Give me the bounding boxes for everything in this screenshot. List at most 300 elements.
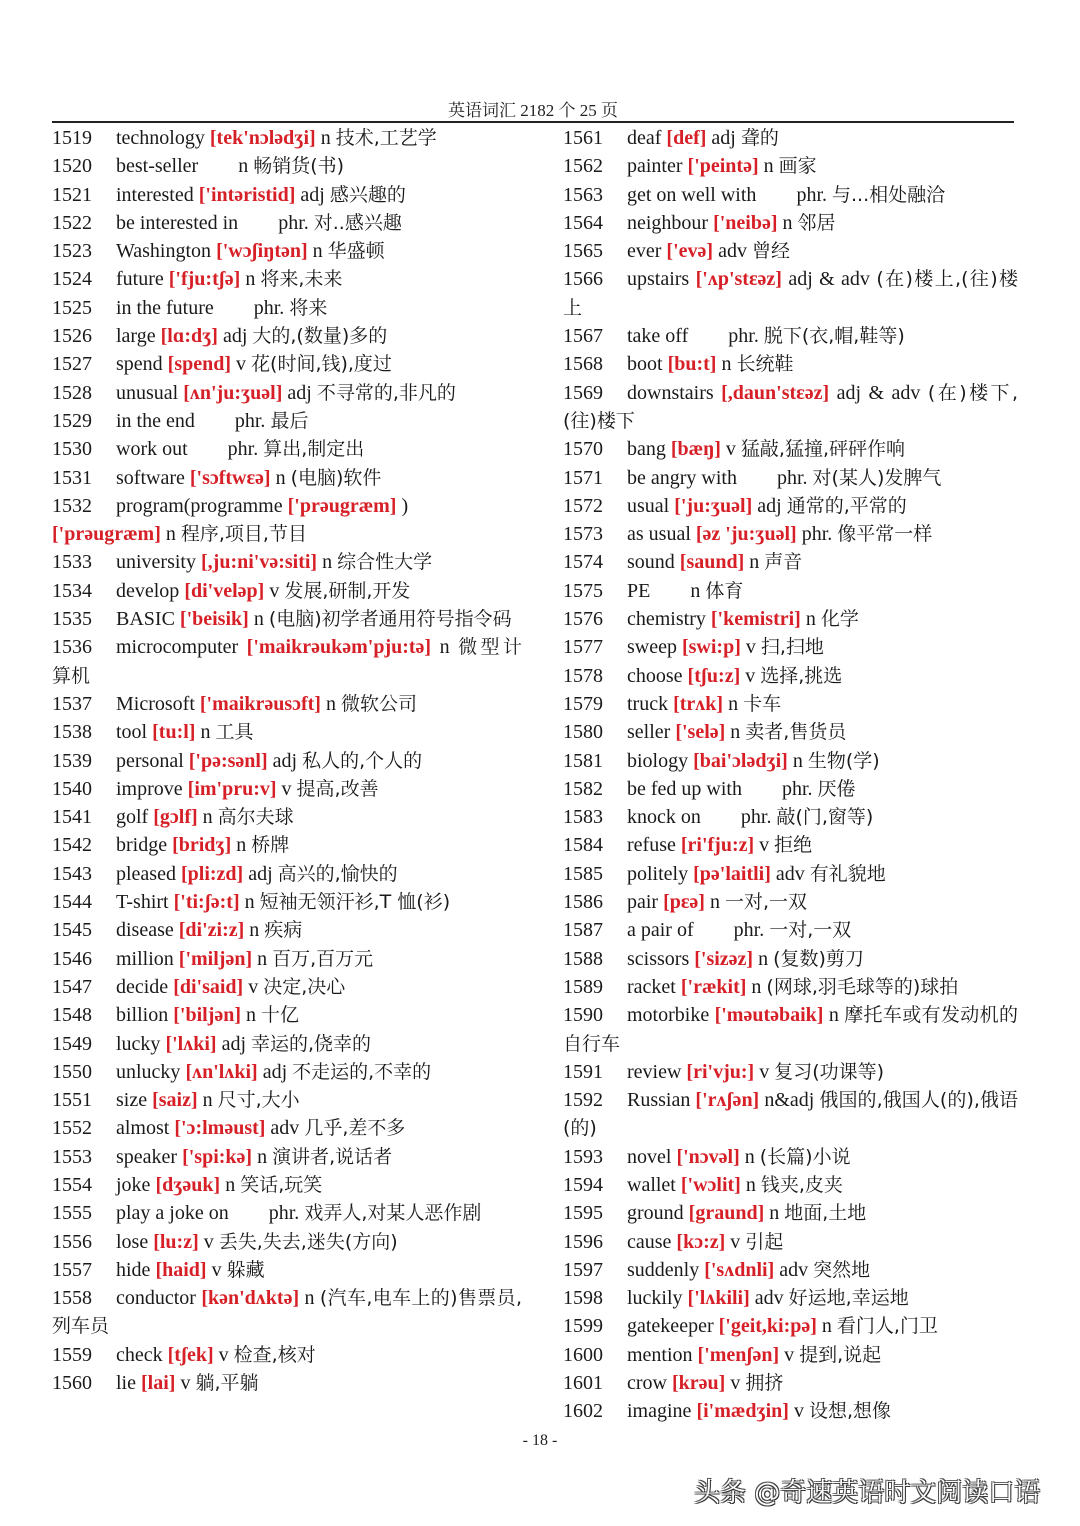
entry-number: 1593: [563, 1145, 603, 1168]
entry-word: lucky: [116, 1032, 161, 1055]
entry-phonetic: ['prəugræm]: [287, 494, 397, 517]
entry-phonetic: [saiz]: [152, 1089, 198, 1112]
vocab-entry: [563, 237, 1018, 265]
entry-word: biology: [627, 749, 689, 772]
entry-number: 1568: [563, 353, 603, 376]
vocab-entry: [52, 379, 522, 407]
entry-definition: 卖者,售货员: [745, 721, 847, 744]
entry-number: 1573: [563, 523, 603, 546]
entry-word: usual: [627, 494, 670, 517]
entry-part-of-speech: v: [248, 975, 259, 998]
entry-definition: 百万,百万元: [272, 947, 374, 970]
entry-part-of-speech: n: [320, 127, 331, 149]
entry-number: 1567: [563, 325, 603, 348]
entry-number: 1538: [52, 721, 92, 744]
entry-part-of-speech: n: [275, 466, 286, 489]
vocab-entry: [52, 1030, 522, 1058]
entry-part-of-speech: adv: [779, 1258, 809, 1281]
entry-phonetic: ['miljən]: [178, 947, 253, 970]
entry-word: crow: [627, 1372, 667, 1395]
vocab-entry: [52, 690, 522, 718]
vocab-entry: [563, 945, 1018, 973]
entry-part-of-speech: phr.: [740, 806, 772, 829]
entry-part-of-speech: v: [759, 1060, 770, 1083]
entry-phonetic: [graund]: [688, 1202, 765, 1225]
entry-phonetic: [dʒəuk]: [155, 1173, 221, 1196]
entry-definition: 厌倦: [817, 777, 856, 800]
entry-number: 1584: [563, 834, 603, 857]
entry-number: 1554: [52, 1173, 92, 1196]
entry-definition: 将来: [289, 296, 328, 319]
entry-part-of-speech: phr.: [781, 777, 813, 800]
vocab-entry: [52, 1284, 522, 1341]
entry-number: 1562: [563, 155, 603, 178]
entry-part-of-speech: phr.: [733, 919, 765, 942]
entry-phonetic: [ri'fju:z]: [680, 834, 755, 857]
entry-phonetic: ['nɔvəl]: [676, 1145, 740, 1168]
entry-word: develop: [116, 579, 180, 602]
vocab-entry: [563, 633, 1018, 661]
entry-definition: 看门人,门卫: [836, 1315, 938, 1338]
entry-part-of-speech: n: [312, 240, 323, 263]
entry-number: 1550: [52, 1060, 92, 1083]
entry-definition: 算出,制定出: [263, 438, 365, 461]
entry-number: 1553: [52, 1145, 92, 1168]
entry-number: 1575: [563, 579, 603, 602]
entry-part-of-speech: n: [439, 636, 450, 659]
entry-part-of-speech: n: [325, 692, 336, 715]
entry-phonetic: ['spi:kə]: [182, 1145, 253, 1168]
entry-part-of-speech: n&adj: [764, 1089, 815, 1112]
entry-number: 1530: [52, 438, 92, 461]
entry-part-of-speech: n: [805, 608, 816, 631]
entry-word: tool: [116, 721, 148, 744]
entry-part-of-speech: phr.: [801, 523, 833, 546]
entry-phonetic: ['məutəbaik]: [714, 1004, 824, 1027]
entry-word: improve: [116, 777, 183, 800]
entry-number: 1527: [52, 353, 92, 376]
vocab-entry: [52, 1256, 522, 1284]
entry-number: 1555: [52, 1202, 92, 1225]
entry-part-of-speech: v: [784, 1343, 795, 1366]
entry-word: decide: [116, 975, 169, 998]
entry-phonetic: ['fju:tʃə]: [168, 268, 241, 291]
vocab-entry: [52, 775, 522, 803]
entry-word: deaf: [627, 127, 662, 149]
vocab-entry: [52, 747, 522, 775]
vocab-entry: [52, 350, 522, 378]
entry-definition: 突然地: [813, 1258, 871, 1281]
entry-word: mention: [627, 1343, 693, 1366]
entry-definition: (电脑)软件: [290, 466, 382, 489]
entry-phonetic: ['ɔ:lməust]: [174, 1117, 266, 1140]
entry-word: university: [116, 551, 196, 574]
entry-word: software: [116, 466, 185, 489]
entry-definition: 几乎,差不多: [304, 1117, 406, 1140]
vocab-entry: [563, 265, 1018, 322]
entry-part-of-speech: v: [281, 777, 292, 800]
entry-number: 1585: [563, 862, 603, 885]
entry-phonetic: ['sʌdnli]: [704, 1258, 775, 1281]
entry-number: 1541: [52, 806, 92, 829]
vocab-entry: [563, 1058, 1018, 1086]
vocab-entry: [52, 1086, 522, 1114]
vocab-entry: [563, 464, 1018, 492]
entry-phonetic: [lai]: [141, 1372, 176, 1395]
vocab-entry: [52, 1171, 522, 1199]
entry-word: in the end: [116, 409, 195, 432]
entry-number: 1564: [563, 211, 603, 234]
vocab-entry: [563, 1256, 1018, 1284]
entry-number: 1547: [52, 975, 92, 998]
entry-word: a pair of: [627, 919, 694, 942]
entry-definition: 对..感兴趣: [313, 211, 402, 234]
vocab-entry: [563, 1171, 1018, 1199]
entry-number: 1581: [563, 749, 603, 772]
vocab-entry: [563, 1199, 1018, 1227]
entry-word: spend: [116, 353, 163, 376]
entry-number: 1529: [52, 409, 92, 432]
entry-number: 1579: [563, 692, 603, 715]
entry-definition: 戏弄人,对某人恶作剧: [304, 1202, 482, 1225]
entry-part-of-speech: adv: [775, 862, 805, 885]
entry-definition: 一对,一双: [724, 891, 808, 914]
vocab-entry: [563, 718, 1018, 746]
entry-definition: (电脑)初学者通用符号指令码: [268, 608, 512, 631]
entry-phonetic: ['maikrəukəm'pju:tə]: [246, 636, 432, 659]
entry-word: truck: [627, 692, 669, 715]
vocab-entry: [52, 124, 522, 152]
entry-phonetic: ['wɔlit]: [680, 1173, 741, 1196]
entry-part-of-speech: v: [236, 353, 247, 376]
entry-part-of-speech: v: [730, 1230, 741, 1253]
entry-number: 1558: [52, 1287, 92, 1310]
entry-word: Russian: [627, 1089, 691, 1112]
vocab-entry: [52, 831, 522, 859]
entry-definition: 脱下(衣,帽,鞋等): [763, 325, 905, 348]
entry-definition: 俄国的,俄国人(的),俄语(的): [563, 1089, 1019, 1140]
entry-phonetic: ['intəristid]: [198, 183, 296, 206]
entry-phonetic: [ri'vju:]: [686, 1060, 755, 1083]
entry-definition: 对(某人)发脾气: [812, 466, 942, 489]
entry-number: 1590: [563, 1004, 603, 1027]
entry-word: motorbike: [627, 1004, 710, 1027]
vocab-entry: [563, 124, 1018, 152]
page-header: 英语词汇 2182 个 25 页: [448, 101, 618, 120]
entry-definition: 发展,研制,开发: [284, 579, 411, 602]
entry-definition: 微型计算机: [52, 636, 523, 687]
entry-word: million: [116, 947, 174, 970]
entry-definition: 与...相处融洽: [832, 183, 946, 206]
entry-word: upstairs: [627, 268, 690, 291]
entry-word: play a joke on: [116, 1202, 229, 1225]
entry-definition: 扫,扫地: [760, 636, 824, 659]
vocab-entry: [563, 577, 1018, 605]
entry-word: T-shirt: [116, 891, 169, 914]
entry-definition: 提高,改善: [296, 777, 379, 800]
entry-number: 1589: [563, 975, 603, 998]
entry-part-of-speech: v: [725, 438, 736, 461]
entry-definition: 综合性大学: [337, 551, 433, 574]
entry-part-of-speech: n: [249, 919, 260, 942]
entry-part-of-speech: v: [759, 834, 770, 857]
entry-number: 1539: [52, 749, 92, 772]
vocab-entry: [52, 1143, 522, 1171]
entry-word: pair: [627, 891, 659, 914]
entry-word: interested: [116, 183, 194, 206]
entry-definition: 笑话,玩笑: [240, 1173, 323, 1196]
entry-definition: 检查,核对: [233, 1343, 316, 1366]
entry-part-of-speech: n: [745, 1173, 756, 1196]
entry-definition: (网球,羽毛球等的)球拍: [766, 975, 959, 998]
vocab-column-left: [52, 124, 522, 1397]
entry-number: 1587: [563, 919, 603, 942]
entry-number: 1545: [52, 919, 92, 942]
entry-word: future: [116, 268, 164, 291]
entry-part-of-speech: adj: [272, 749, 298, 772]
entry-word: billion: [116, 1004, 169, 1027]
entry-word: boot: [627, 353, 663, 376]
vocab-entry: [52, 633, 522, 690]
entry-word: unusual: [116, 381, 179, 404]
entry-word: politely: [627, 862, 689, 885]
entry-phonetic: [lu:z]: [153, 1230, 199, 1253]
entry-word: almost: [116, 1117, 170, 1140]
entry-word: work out: [116, 438, 188, 461]
entry-number: 1533: [52, 551, 92, 574]
entry-definition: 钱夹,皮夹: [760, 1173, 843, 1196]
entry-phonetic: ['lʌkili]: [687, 1287, 750, 1310]
entry-word: bang: [627, 438, 666, 461]
entry-phonetic: ['rækit]: [680, 975, 747, 998]
vocab-entry: [52, 237, 522, 265]
entry-part-of-speech: n: [751, 975, 762, 998]
entry-phonetic: [bai'ɔlədʒi]: [693, 749, 788, 772]
entry-definition: 高尔夫球: [217, 806, 294, 829]
entry-number: 1571: [563, 466, 603, 489]
entry-part-of-speech: n: [246, 1004, 257, 1027]
entry-part-of-speech: phr.: [253, 296, 285, 319]
vocab-entry: [52, 1114, 522, 1142]
entry-part-of-speech: v: [211, 1258, 222, 1281]
entry-phonetic: [pə'laitli]: [693, 862, 771, 885]
entry-part-of-speech: phr.: [278, 211, 309, 234]
entry-word: size: [116, 1089, 148, 1112]
entry-number: 1570: [563, 438, 603, 461]
vocab-entry: [563, 379, 1018, 436]
entry-word: check: [116, 1343, 163, 1366]
vocab-entry: [563, 690, 1018, 718]
entry-word: review: [627, 1060, 682, 1083]
entry-number: 1524: [52, 268, 92, 291]
entry-definition: 疾病: [264, 919, 303, 942]
vocab-entry: [52, 1228, 522, 1256]
entry-definition: 通常的,平常的: [786, 494, 907, 517]
entry-part-of-speech: adj: [300, 183, 325, 206]
entry-number: 1544: [52, 891, 92, 914]
entry-phonetic: [lɑ:dʒ]: [160, 325, 218, 348]
entry-definition: 猛敲,猛撞,砰砰作响: [740, 438, 905, 461]
entry-definition: 体育: [705, 579, 744, 602]
entry-part-of-speech: n: [828, 1004, 839, 1027]
entry-part-of-speech: n: [730, 721, 741, 744]
vocab-entry: [52, 265, 522, 293]
entry-part-of-speech: adj: [711, 127, 736, 149]
entry-word: seller: [627, 721, 671, 744]
vocab-entry: [52, 1341, 522, 1369]
entry-part-of-speech: n: [257, 1145, 268, 1168]
entry-word: ground: [627, 1202, 684, 1225]
vocab-entry: [563, 1086, 1018, 1143]
entry-number: 1601: [563, 1372, 603, 1395]
entry-word: large: [116, 325, 156, 348]
entry-phonetic: ['peintə]: [687, 155, 759, 178]
entry-phonetic: ['menʃən]: [697, 1343, 780, 1366]
vocab-entry: [563, 803, 1018, 831]
entry-word: lose: [116, 1230, 149, 1253]
entry-word: racket: [627, 975, 676, 998]
entry-phonetic: [kɔ:z]: [676, 1230, 726, 1253]
entry-word: technology: [116, 127, 205, 149]
entry-part-of-speech: v: [745, 664, 756, 687]
entry-word: best-seller: [116, 155, 199, 178]
entry-word: be interested in: [116, 211, 239, 234]
entry-phonetic: ['ʌp'stɛəz]: [695, 268, 782, 291]
entry-number: 1596: [563, 1230, 603, 1253]
entry-number: 1563: [563, 183, 603, 206]
entry-word: novel: [627, 1145, 672, 1168]
entry-word: sweep: [627, 636, 677, 659]
entry-number: 1519: [52, 127, 92, 149]
vocab-entry: [563, 1228, 1018, 1256]
entry-phonetic: ['sizəz]: [694, 947, 754, 970]
entry-word: scissors: [627, 947, 690, 970]
entry-part-of-speech: n: [744, 1145, 755, 1168]
entry-number: 1546: [52, 947, 92, 970]
vocab-entry: [563, 548, 1018, 576]
entry-part-of-speech: n: [763, 155, 774, 178]
entry-part-of-speech: adj: [757, 494, 782, 517]
entry-word: personal: [116, 749, 184, 772]
entry-number: 1526: [52, 325, 92, 348]
entry-definition: 尺寸,大小: [217, 1089, 300, 1112]
entry-part-of-speech: adv: [270, 1117, 300, 1140]
entry-part-of-speech: n: [253, 608, 264, 631]
entry-word: knock on: [627, 806, 701, 829]
entry-number: 1577: [563, 636, 603, 659]
entry-definition: 不走运的,不幸的: [292, 1060, 432, 1083]
entry-definition: 躲藏: [226, 1258, 265, 1281]
entry-number: 1583: [563, 806, 603, 829]
entry-part-of-speech: adj & adv: [788, 268, 870, 291]
entry-phonetic: ['rʌʃən]: [695, 1089, 760, 1112]
entry-part-of-speech: phr.: [268, 1202, 300, 1225]
entry-part-of-speech: phr.: [234, 409, 266, 432]
vocab-entry: [52, 577, 522, 605]
entry-phonetic: ['wɔʃiŋtən]: [216, 240, 308, 263]
entry-phonetic: ['lʌki]: [165, 1032, 217, 1055]
entry-number: 1595: [563, 1202, 603, 1225]
entry-phonetic: [,daun'stɛəz]: [721, 381, 830, 404]
entry-number: 1559: [52, 1343, 92, 1366]
entry-word: speaker: [116, 1145, 178, 1168]
entry-number: 1578: [563, 664, 603, 687]
vocab-entry: [52, 1369, 522, 1397]
entry-part-of-speech: ): [401, 494, 409, 517]
entry-number: 1600: [563, 1343, 603, 1366]
entry-part-of-speech: v: [180, 1372, 191, 1395]
entry-phonetic: [tu:l]: [152, 721, 196, 744]
entry-number: 1520: [52, 155, 92, 178]
vocab-entry: [563, 775, 1018, 803]
entry-number: 1565: [563, 240, 603, 263]
entry-word: choose: [627, 664, 683, 687]
entry-phonetic: [spend]: [167, 353, 232, 376]
entry-number: 1576: [563, 608, 603, 631]
entry-phonetic: [,ju:ni'və:siti]: [201, 551, 318, 574]
entry-part-of-speech: n: [322, 551, 333, 574]
vocab-entry: [52, 803, 522, 831]
entry-part-of-speech: n: [257, 947, 268, 970]
entry-definition: 技术,工艺学: [335, 127, 437, 149]
entry-word: ever: [627, 240, 662, 263]
entry-part-of-speech: n: [245, 268, 256, 291]
entry-part-of-speech: n: [769, 1202, 780, 1225]
entry-phonetic: [pli:zd]: [180, 862, 244, 885]
entry-number: 1532: [52, 494, 92, 517]
vocab-entry: [563, 209, 1018, 237]
entry-number: 1580: [563, 721, 603, 744]
entry-phonetic: [di'zi:z]: [178, 919, 245, 942]
entry-number: 1594: [563, 1173, 603, 1196]
entry-number: 1569: [563, 381, 603, 404]
entry-phonetic: [haid]: [155, 1258, 207, 1281]
entry-phonetic: [kən'dʌktə]: [201, 1287, 300, 1310]
entry-part-of-speech: adj: [222, 325, 248, 348]
vocab-entry: [563, 860, 1018, 888]
entry-number: 1551: [52, 1089, 92, 1112]
entry-number: 1566: [563, 268, 603, 291]
entry-phonetic: [ʌn'ju:ʒuəl]: [183, 381, 283, 404]
entry-word: neighbour: [627, 211, 709, 234]
entry-number: 1586: [563, 891, 603, 914]
vocab-entry: [52, 973, 522, 1001]
entry-word: microcomputer: [116, 636, 239, 659]
entry-number: 1591: [563, 1060, 603, 1083]
vocab-entry: [52, 860, 522, 888]
entry-phonetic: [im'pru:v]: [187, 777, 277, 800]
entry-definition: 卡车: [743, 692, 782, 715]
entry-part-of-speech: n: [782, 211, 793, 234]
vocab-entry: [52, 718, 522, 746]
vocab-entry: [52, 464, 522, 492]
entry-phonetic: ['maikrəusɔft]: [199, 692, 321, 715]
entry-number: 1552: [52, 1117, 92, 1140]
entry-number: 1534: [52, 579, 92, 602]
entry-phonetic: ['evə]: [666, 240, 714, 263]
entry-definition: 短袖无领汗衫,T 恤(衫): [259, 891, 451, 914]
entry-definition: 化学: [820, 608, 859, 631]
entry-definition: 花(时间,钱),度过: [251, 353, 392, 376]
entry-word: unlucky: [116, 1060, 181, 1083]
entry-part-of-speech: n: [721, 353, 732, 376]
entry-definition: 大的,(数量)多的: [252, 325, 388, 348]
entry-definition: 将来,未来: [260, 268, 343, 291]
entry-part-of-speech: n: [244, 891, 255, 914]
vocab-entry: [563, 1284, 1018, 1312]
entry-definition: (在)楼下,(往)楼下: [563, 381, 1019, 432]
entry-number: 1535: [52, 608, 92, 631]
